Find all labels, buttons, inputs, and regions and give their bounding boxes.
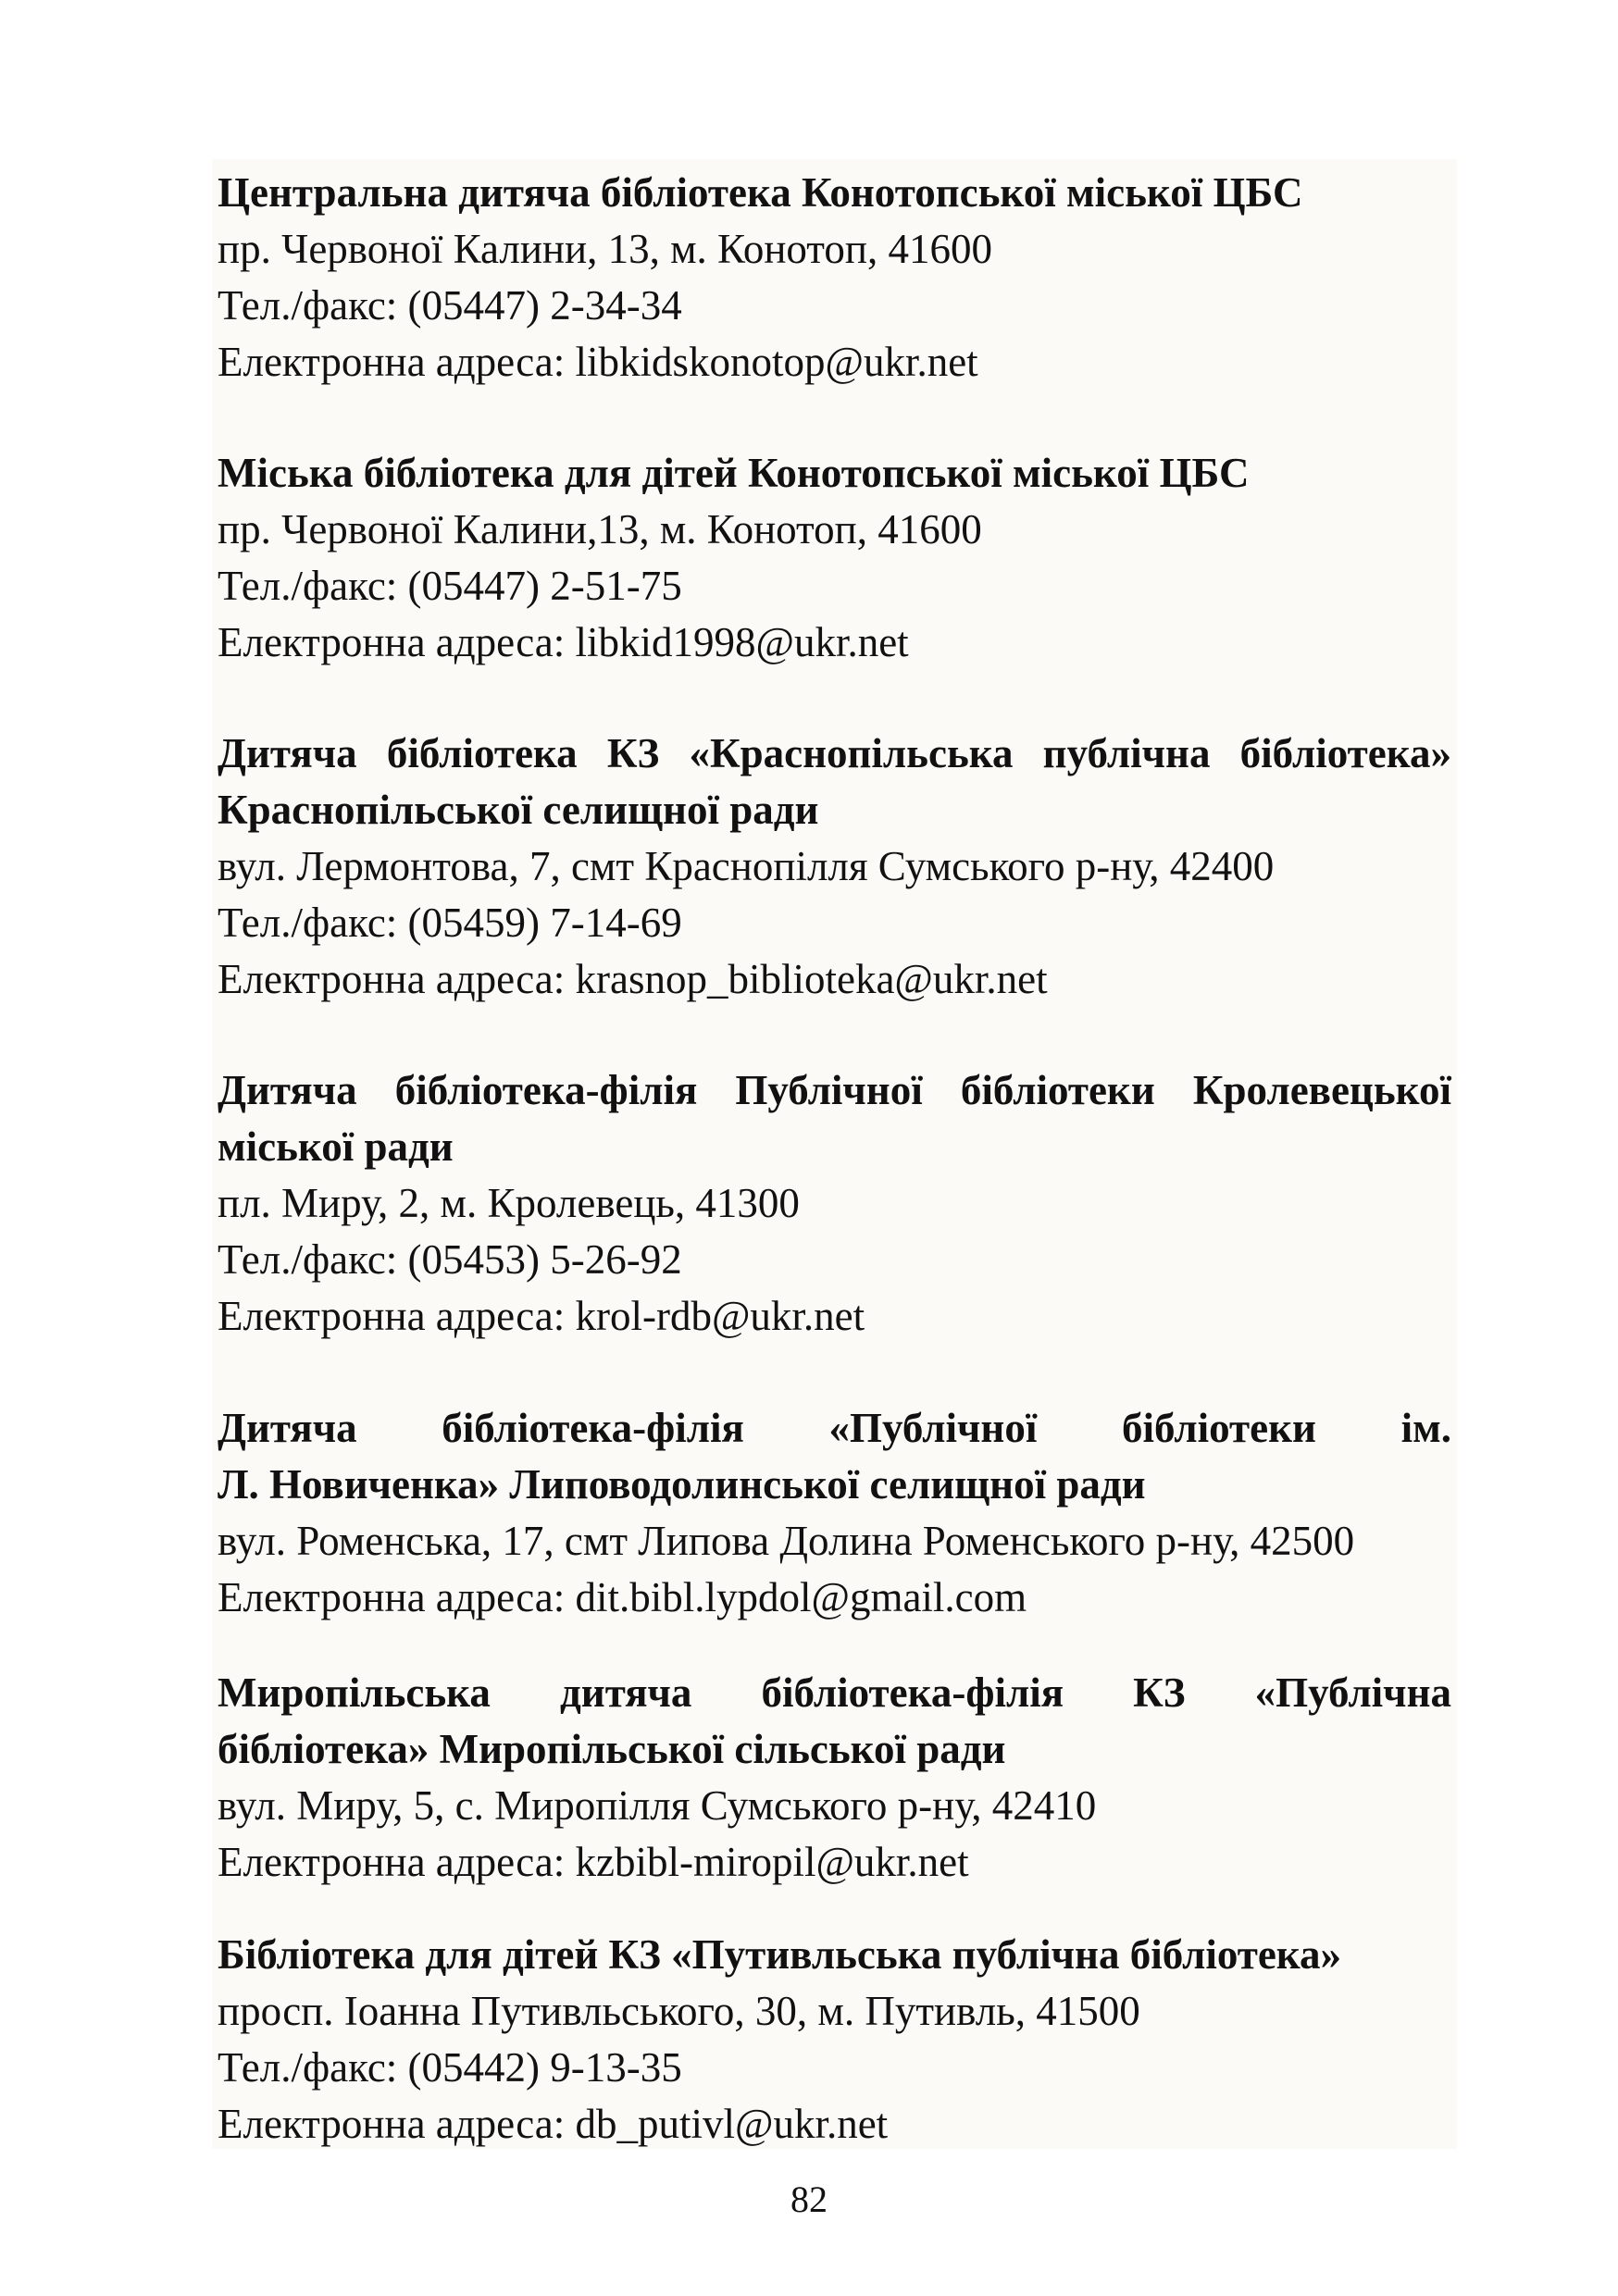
library-title: Центральна дитяча бібліотека Конотопської міської ЦБС — [218, 169, 1303, 216]
library-entry — [218, 726, 1451, 1008]
library-title: Дитяча бібліотека-філія Публічної бібліотеки Кролевецької — [218, 1067, 1451, 1113]
library-email: Електронна адреса: libkid1998@ukr.net — [218, 619, 909, 665]
library-title: Дитяча бібліотека-філія «Публічної бібліотеки ім. — [218, 1405, 1451, 1451]
library-title: Бібліотека для дітей КЗ «Путивльська публічна бібліотека» — [218, 1931, 1342, 1978]
library-entry — [218, 1927, 1451, 2153]
library-title: Л. Новиченка» Липоводолинської селищної ради — [218, 1461, 1146, 1508]
library-entry — [218, 1400, 1451, 1626]
library-address: пр. Червоної Калини,13, м. Конотоп, 41600 — [218, 506, 982, 552]
library-entry — [218, 445, 1451, 671]
library-address: вул. Миру, 5, с. Миропілля Сумського р-ну, 42410 — [218, 1782, 1097, 1829]
library-email: Електронна адреса: dit.bibl.lypdol@gmail.com — [218, 1574, 1027, 1620]
library-email: Електронна адреса: krol-rdb@ukr.net — [218, 1293, 865, 1339]
library-phone: Тел./факс: (05453) 5-26-92 — [218, 1236, 682, 1283]
library-email: Електронна адреса: libkidskonotop@ukr.net — [218, 339, 978, 385]
library-phone: Тел./факс: (05459) 7-14-69 — [218, 900, 682, 946]
library-address: вул. Роменська, 17, смт Липова Долина Роменського р-ну, 42500 — [218, 1518, 1355, 1564]
page-content — [212, 159, 1457, 2149]
library-title: Миропільська дитяча бібліотека-філія КЗ «Публічна — [218, 1669, 1451, 1716]
library-email: Електронна адреса: kzbibl-miropil@ukr.net — [218, 1839, 969, 1885]
library-title: міської ради — [218, 1123, 454, 1170]
library-entry — [218, 165, 1451, 391]
library-email: Електронна адреса: krasnop_biblioteka@ukr.net — [218, 956, 1048, 1002]
library-address: пр. Червоної Калини, 13, м. Конотоп, 41600 — [218, 226, 992, 272]
library-address: вул. Лермонтова, 7, смт Краснопілля Сумського р-ну, 42400 — [218, 843, 1275, 889]
library-entry — [218, 1665, 1451, 1891]
library-phone: Тел./факс: (05442) 9-13-35 — [218, 2044, 682, 2091]
library-entry — [218, 1062, 1451, 1345]
library-email: Електронна адреса: db_putivl@ukr.net — [218, 2101, 889, 2147]
library-phone: Тел./факс: (05447) 2-34-34 — [218, 282, 682, 329]
library-title: Дитяча бібліотека КЗ «Краснопільська публічна бібліотека» — [218, 730, 1451, 776]
library-address: просп. Іоанна Путивльського, 30, м. Путивль, 41500 — [218, 1988, 1140, 2034]
library-title: Краснопільської селищної ради — [218, 787, 819, 833]
library-title: Міська бібліотека для дітей Конотопської міської ЦБС — [218, 450, 1250, 496]
page-number: 82 — [790, 2178, 828, 2220]
library-phone: Тел./факс: (05447) 2-51-75 — [218, 563, 682, 609]
library-address: пл. Миру, 2, м. Кролевець, 41300 — [218, 1180, 800, 1226]
library-title: бібліотека» Миропільської сільської ради — [218, 1726, 1006, 1772]
